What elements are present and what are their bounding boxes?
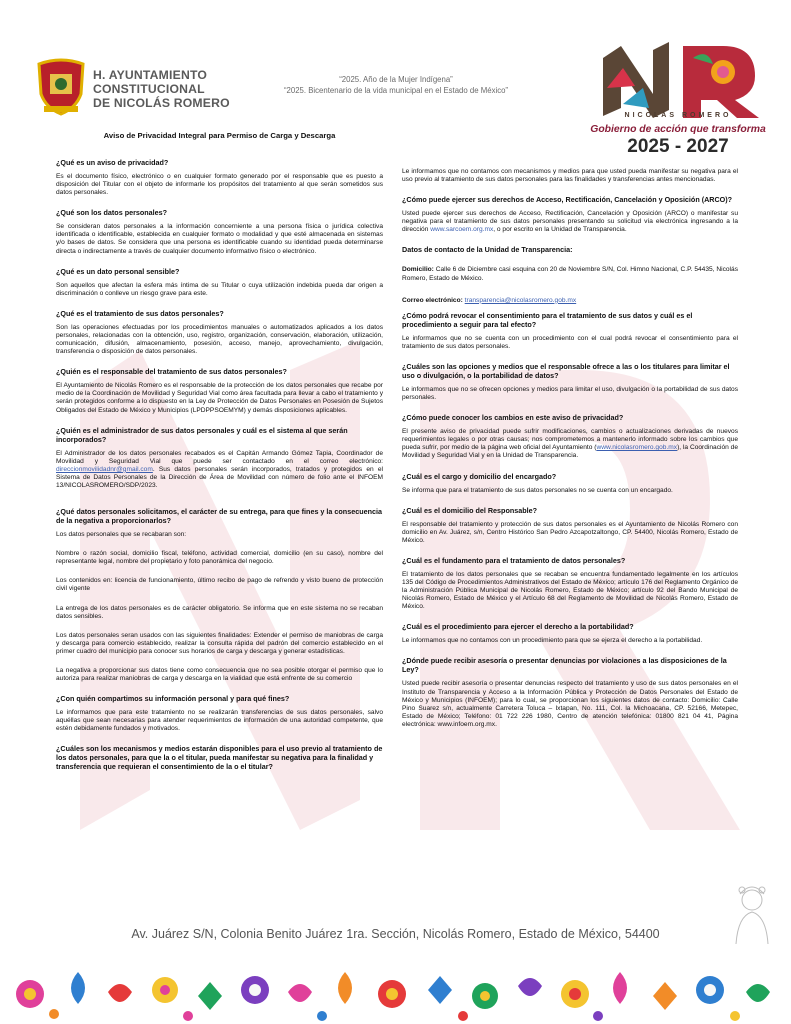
answer-paragraph: Es el documento físico, electrónico o en cualquier formato generado por el responsable que es puesto a disposición del Titular con el objeto de informarle los propósitos del tratamiento al que serán sometidos sus datos personales. [56,173,383,197]
answer-paragraph: Nombre o razón social, domicilio fiscal, teléfono, actividad comercial, domicilio (en su caso), nombre del representante legal, nombre del propietario y foto panorámica del negocio. [56,550,383,566]
contact-email [402,297,738,305]
question-heading: ¿Quién es el responsable del tratamiento de sus datos personales? [56,367,287,377]
answer-paragraph: Son las operaciones efectuadas por los procedimientos manuales o automatizados aplicados a los datos personales, relacionadas con la obtención, uso, registro, organización, conservación, elaboración, utilización, comunicación, difusión, almacenamiento, posesión, acceso, manejo, aprovechamiento, divulgación, transferencia o disposición de datos personales. [56,323,383,356]
motto-2: “2025. Bicentenario de la vida municipal en el Estado de México” [283,86,509,95]
question-heading: ¿Cómo puede conocer los cambios en este aviso de privacidad? [402,413,624,423]
question-heading: ¿Cuál es el domicilio del Responsable? [402,505,537,515]
question-heading: ¿Qué es un dato personal sensible? [56,266,180,276]
document-title: Aviso de Privacidad Integral para Permiso de Carga y Descarga [103,131,336,140]
answer-paragraph: El tratamiento de los datos personales que se recaban se encuentra fundamentado legalmente en los artículos 135 del Código de Procedimientos Administrativos del Estado de México; artículo 176 del Reglamento Orgánico de la Administración Pública Municipal de Nicolás Romero, Estado de México; artículo 92 del Bando Municipal de Nicolás Romero, Estado de México y el Artículo 68 del Reglamento de Movilidad de Nicolás Romero, Estado de México. [402,570,738,611]
motto-1: “2025. Año de la Mujer Indígena” [339,75,453,84]
municipality-website-link[interactable]: www.nicolasromero.gob.mx [596,444,678,452]
email-label: Correo electrónico: [402,296,463,304]
sarcoem-link[interactable]: www.sarcoem.org.mx [430,226,494,234]
address-text: Calle 6 de Diciembre casi esquina con 20 de Noviembre S/N, Col. Himno Nacional, C.P. 54435, Nicolás Romero, Estado de México. [402,266,738,282]
question-heading: ¿Qué son los datos personales? [56,208,168,218]
question-heading: ¿Quién es el administrador de sus datos personales y cuál es el sistema al que serán incorporados? [56,425,348,444]
municipal-shield-logo [36,56,86,116]
answer-paragraph: Se consideran datos personales a la información concerniente a una persona física o jurídica colectiva identificada o identificable, establecida en cualquier formato o modalidad y que esté almacenada en sistemas y/o bases de datos. Se considera que una persona es identificable cuando su identidad pueda determinarse directa o indirectamente a través de cualquier documento informativo físico o electrónico. [56,223,383,255]
right-column [402,168,738,740]
answer-text: . Sus datos personales serán incorporados, tratados y protegidos en el Sistema de Datos Personales de la Dirección de Área de Movilidad con número de folio ante el INFOEM 13/NICOLASROMERO/SDP/2023. [56,465,383,489]
footer-address: Av. Juárez S/N, Colonia Benito Juárez 1ra. Sección, Nicolás Romero, Estado de México, 54400 [131,927,660,941]
question-heading: ¿Qué datos personales solicitamos, el carácter de su entrega, para que fines y la consecuencia de la negativa a proporcionarlos? [56,507,382,526]
answer-text: Usted puede ejercer sus derechos de Acceso, Rectificación, Cancelación y Oposición (ARCO) o manifestar su negativa para el tratamiento de sus datos personales presentando su solicitud vía electrónica ingresando a la dirección [402,210,738,234]
answer-text: ), la Coordinación de Movilidad y Seguridad Vial y en la Unidad de Transparencia. [402,444,738,460]
answer-paragraph: Le informamos que no se ofrecen opciones y medios para limitar el uso, divulgación o la portabilidad de sus datos personales. [402,385,738,402]
answer-paragraph [402,428,738,460]
question-heading: ¿Cuál es el fundamento para el tratamiento de datos personales? [402,555,626,565]
answer-paragraph: Usted puede recibir asesoría o presentar denuncias respecto del tratamiento y uso de sus datos personales en el Instituto de Transparencia y Acceso a la Información Pública y Protección de Datos Personales del Estado de México y Municipios (INFOEM); para lo cual, se proporcionan los siguientes datos de contacto: Domicilio: Calle Pino Suarez s/n, actualmente Carretera Toluca – Ixtapan, No. 111, Col. la Michoacana, CP. 52166, Metepec, Estado de México; Teléfono: 01 722 226 1980, Centro de atención telefónica: 01800 821 04 41, Página electrónica: www.infoem.org.mx. [402,680,738,728]
logo-caption-name: NICOLÁS ROMERO [624,112,732,119]
question-heading: ¿Qué es el tratamiento de sus datos personales? [56,308,224,318]
question-heading: ¿Cuáles son los mecanismos y medios estarán disponibles para el uso previo al tratamiento de los datos personales, para que la o el titular, pueda manifestar su negativa para la finalidad y transferencia que requieran el consentimiento de la o el titular? [56,744,383,772]
logo-years: 2025 - 2027 [627,136,729,157]
left-column [56,128,383,777]
address-label: Domicilio: [402,266,434,274]
organization-name [93,68,243,110]
answer-paragraph: Son aquellos que afectan la esfera más íntima de su Titular o cuya utilización indebida pueda dar origen a discriminación o conlleve un riesgo grave para este. [56,281,383,297]
question-heading: ¿Cuál es el cargo y domicilio del encargado? [402,471,557,481]
contact-heading: Datos de contacto de la Unidad de Transparencia: [402,245,573,255]
answer-paragraph: Los contenidos en: licencia de funcionamiento, último recibo de pago de refrendo y visto bueno de protección civil vigente [56,577,383,593]
logo-slogan: Gobierno de acción que transforma [590,124,766,135]
header-mottos [246,74,546,96]
flower-pattern [16,972,770,1021]
admin-email-link[interactable]: direccionmovilidadnr@gmail.com [56,465,153,473]
answer-paragraph [56,450,383,490]
answer-paragraph: Se informa que para el tratamiento de sus datos personales no se cuenta con un encargado. [402,486,673,494]
answer-paragraph: La negativa a proporcionar sus datos tiene como consecuencia que no sea posible otorgar el permiso que lo autoriza para realizar maniobras de carga y descarga en la vialidad que está enfrente de su comercio [56,667,383,683]
answer-paragraph: Le informamos que no se cuenta con un procedimiento con el cual podrá revocar el consentimiento para el tratamiento de sus datos personales. [402,334,738,350]
answer-paragraph: Le informamos que no contamos con un procedimiento para que se ejerza el derecho a la portabilidad. [402,637,703,645]
question-heading: ¿Cuál es el procedimiento para ejercer el derecho a la portabilidad? [402,622,634,632]
answer-text: , o por escrito en la Unidad de Transparencia. [493,226,627,234]
answer-paragraph: Los datos personales que se recabaran son: [56,531,187,539]
answer-paragraph: Le informamos que no contamos con mecanismos y medios para que usted pueda manifestar su negativa para el uso previo al tratamiento de sus datos personales para las finalidades y transferencias antes mencionadas. [402,168,738,184]
org-line-1: H. AYUNTAMIENTO [93,68,208,82]
floral-footer-border [0,958,791,1024]
answer-text: El Administrador de los datos personales recabados es el Capitán Armando Gómez Tapia, Coordinador de Movilidad y Seguridad Vial que puede ser contactado en el correo electrónico: [56,449,383,465]
answer-paragraph: El responsable del tratamiento y protección de sus datos personales es el Ayuntamiento de Nicolás Romero con domicilio en Av. Juárez, s/n, Centro Histórico San Pedro Azcapotzaltongo, CP. 54400, Nicolás Romero, Estado de México. [402,520,738,544]
transparency-email-link[interactable]: transparencia@nicolasromero.gob.mx [464,296,577,304]
answer-paragraph: La entrega de los datos personales es de carácter obligatorio. Se informa que en este sistema no se recaban datos sensibles. [56,604,383,620]
contact-address [402,266,738,282]
question-heading: ¿Cómo puede ejercer sus derechos de Acceso, Rectificación, Cancelación y Oposición (ARCO)? [402,195,733,205]
answer-paragraph: Le informamos que para este tratamiento no se realizarán transferencias de sus datos personales, salvo aquéllas que sean necesarias para atender requerimientos de información de una autoridad competente, que estén debidamente fundados y motivados. [56,709,383,733]
answer-text: El presente aviso de privacidad puede sufrir modificaciones, cambios o actualizaciones derivadas de nuevos requerimientos legales o por otras causas; nos comprometemos a mantenerlo informado sobre los cambios que pueda sufrir, por medio de la página web oficial del Ayuntamiento ( [402,428,738,452]
org-line-3: DE NICOLÁS ROMERO [93,96,230,110]
question-heading: ¿Qué es un aviso de privacidad? [56,158,169,167]
org-line-2: CONSTITUCIONAL [93,82,205,96]
question-heading: ¿Dónde puede recibir asesoría o presentar denuncias por violaciones a las disposiciones de la Ley? [402,656,727,675]
answer-paragraph: Los datos personales seran usados con las siguientes finalidades: Extender el permiso de maniobras de carga y descarga para comercio establecido, realizar la consulta rápida del padrón del comercio establecido en el primer cuadro del municipio para conocer sus horarios de carga y descarga y generar estadísticas. [56,631,383,655]
answer-paragraph: El Ayuntamiento de Nicolás Romero es el responsable de la protección de los datos personales que recabe por medio de la Coordinación de Movilidad y Seguridad Vial como área facultada para llevar a cabo el tratamiento y serán protegidos conforme a lo dispuesto en la Ley de Protección de Datos Personales en Posesión de Sujetos Obligados del Estado de México y Municipios (LPDPPSOEMYM) y demás disposiciones aplicables. [56,382,383,414]
question-heading: ¿Cómo podrá revocar el consentimiento para el tratamiento de sus datos y cuál es el procedimiento a seguir para tal efecto? [402,310,693,329]
question-heading: ¿Con quién compartimos su información personal y para qué fines? [56,694,290,704]
question-heading: ¿Cuáles son las opciones y medios que el responsable ofrece a las o los titulares para limitar el uso o divulgación, o la portabilidad de datos? [402,361,730,380]
answer-paragraph [402,210,738,234]
